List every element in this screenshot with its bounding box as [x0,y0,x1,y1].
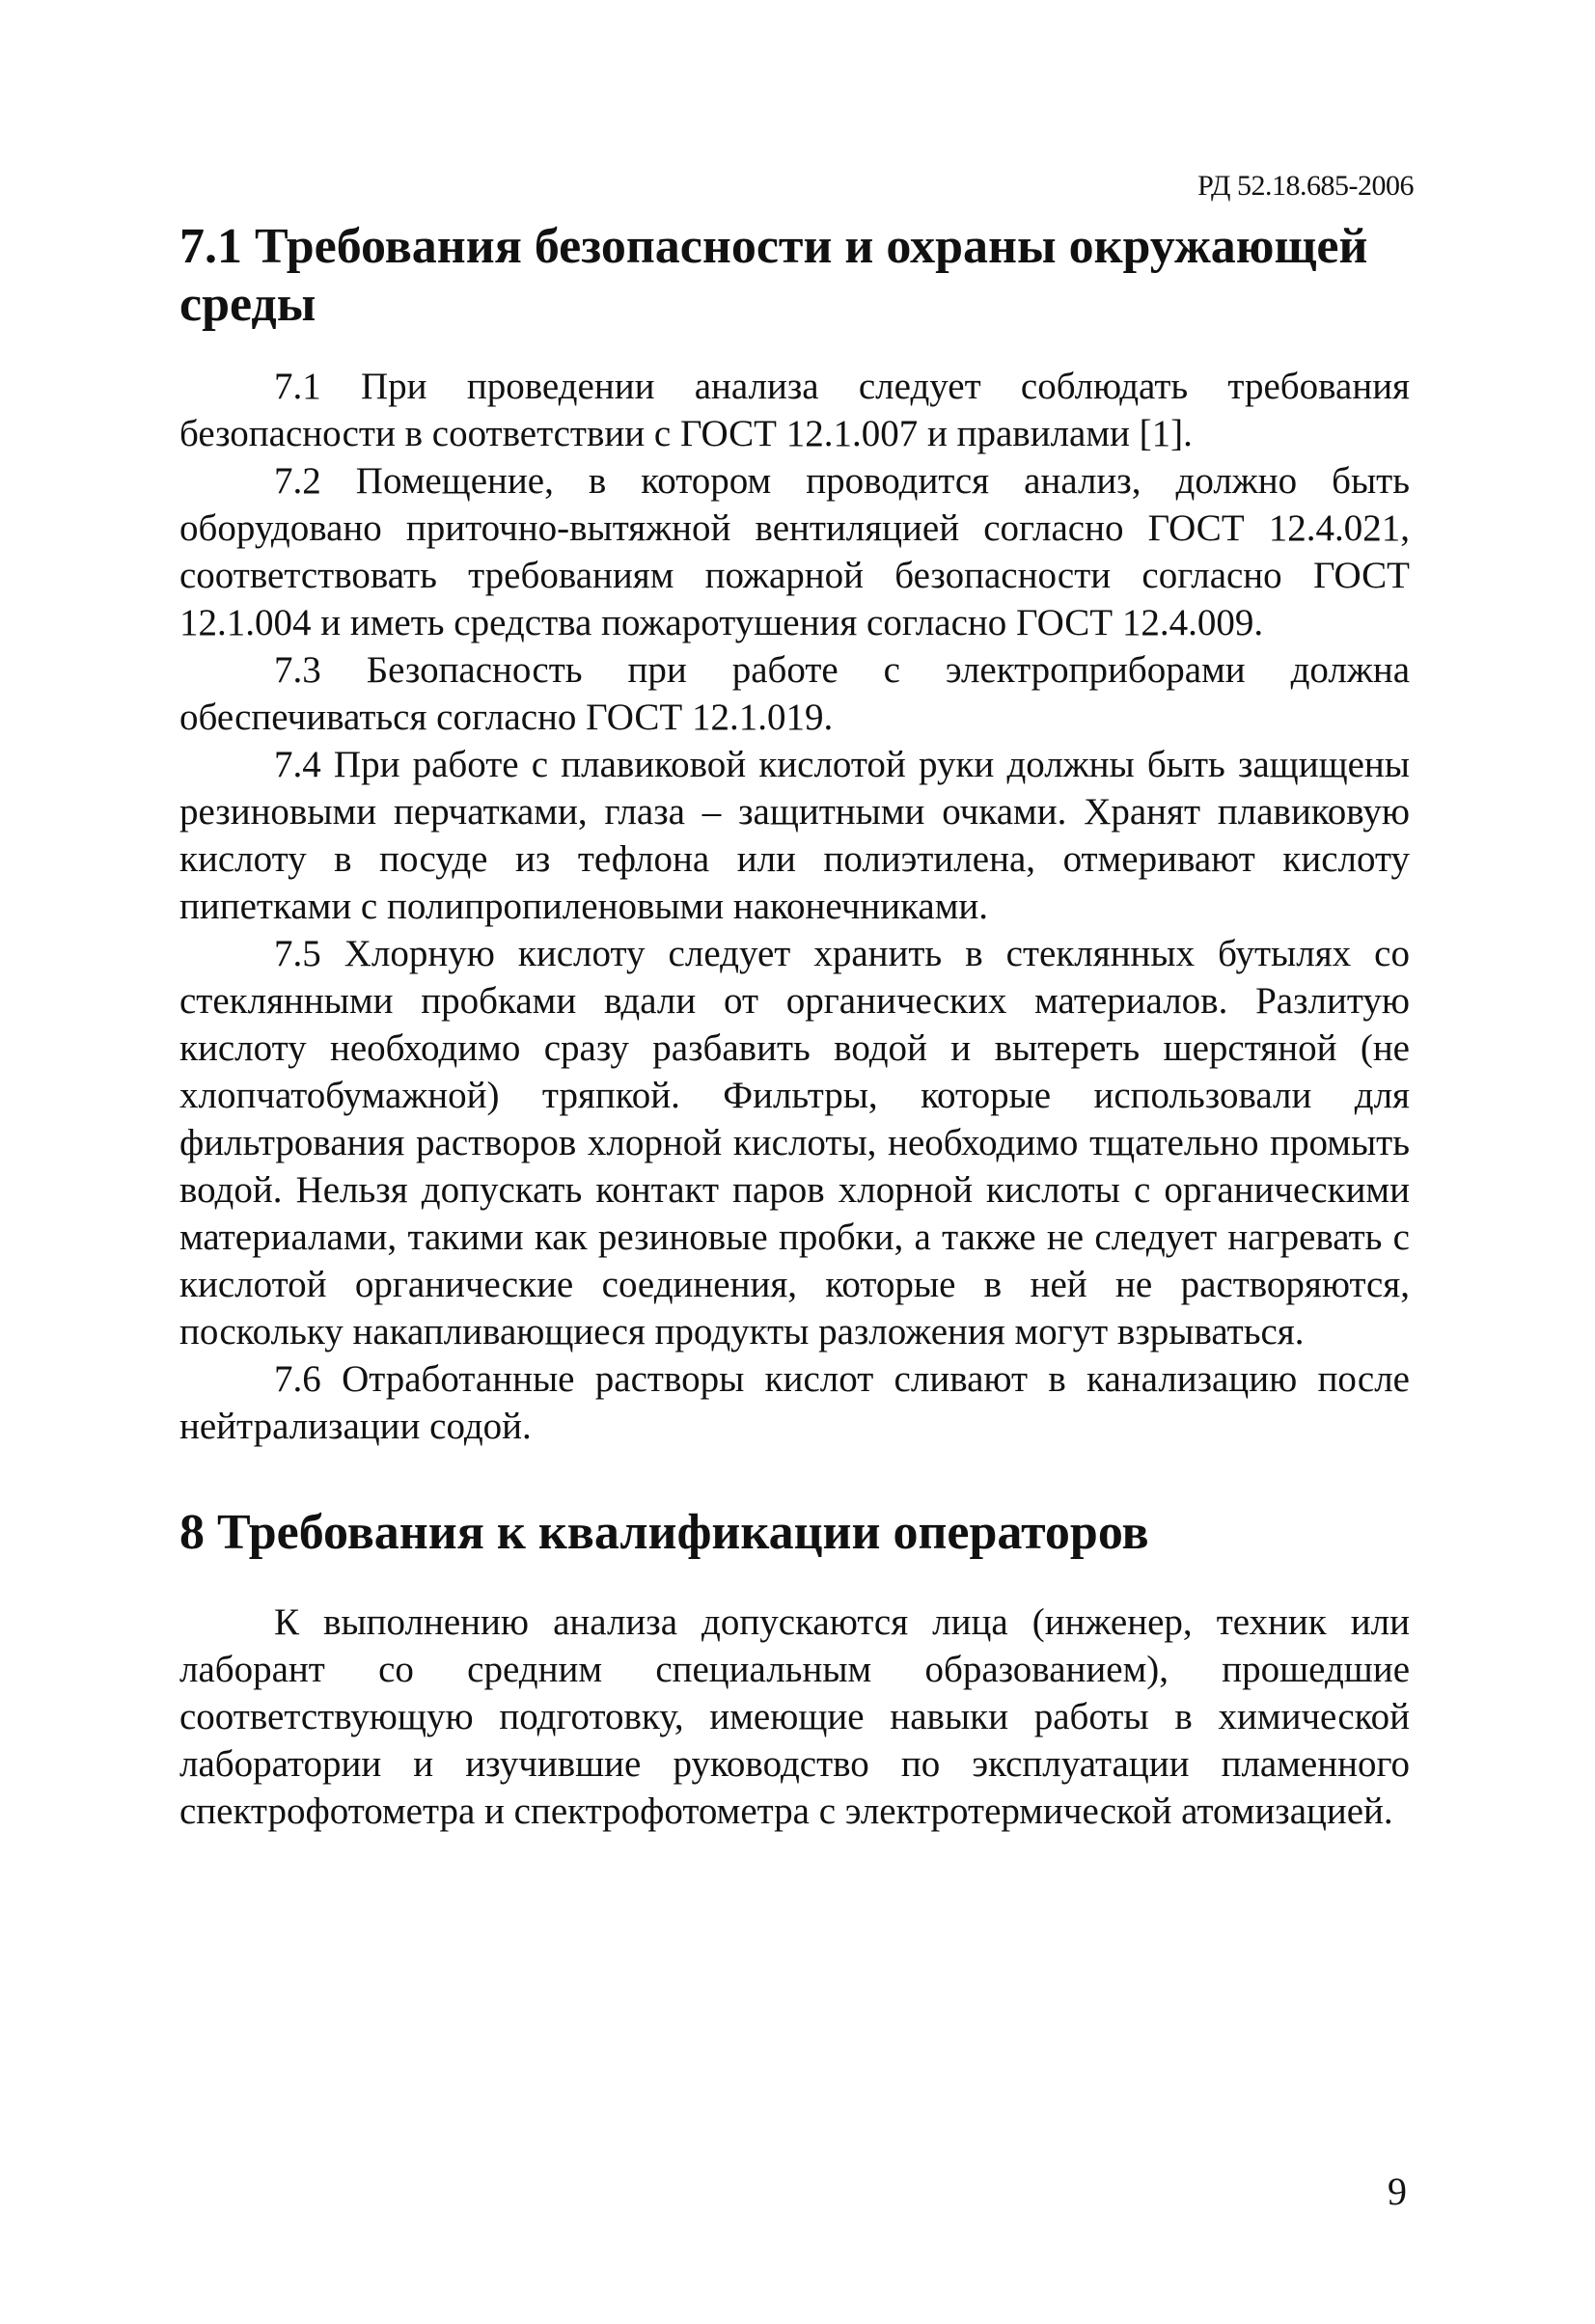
paragraph-7-1: 7.1 При проведении анализа следует соблюдать требования безопасности в соответствии с ГОСТ 12.1.007 и правилами [1]. [179,366,1410,454]
paragraph-8: К выполнению анализа допускаются лица (инженер, техник или лаборант со средним специальным образованием), прошедшие соответствующую подготовку, имеющие навыки работы в химической лаборатории и изучившие руководство по эксплуатации пламенного спектрофотометра и спектрофотометра с электротермической атомизацией. [179,1601,1410,1832]
paragraph-7-5: 7.5 Хлорную кислоту следует хранить в стеклянных бутылях со стеклянными пробками вдали от органических материалов. Разлитую кислоту необходимо сразу разбавить водой и вытереть шерстяной (не хлопчатобумажной) тряпкой. Фильтры, которые использовали для фильтрования растворов хлорной кислоты, необходимо тщательно промыть водой. Нельзя допускать контакт паров хлорной кислоты с органическими материалами, такими как резиновые пробки, а также не следует нагревать с кислотой органические соединения, которые в ней не растворяются, поскольку накапливающиеся продукты разложения могут взрываться. [179,933,1410,1353]
paragraph-7-6: 7.6 Отработанные растворы кислот сливают в канализацию после нейтрализации содой. [179,1358,1410,1447]
document-code: РД 52.18.685-2006 [1197,170,1414,202]
section-7-1-heading: 7.1 Требования безопасности и охраны окружающей среды [179,219,1368,332]
paragraph-7-3: 7.3 Безопасность при работе с электроприборами должна обеспечиваться согласно ГОСТ 12.1.019. [179,649,1410,738]
page-content [179,218,1410,1835]
section-7-body [179,363,1410,1450]
section-8-heading: 8 Требования к квалификации операторов [179,1505,1149,1560]
page-number: 9 [1388,2170,1407,2213]
section-8-body [179,1599,1410,1835]
paragraph-7-4: 7.4 При работе с плавиковой кислотой руки должны быть защищены резиновыми перчатками, глаза – защитными очками. Хранят плавиковую кислоту в посуде из тефлона или полиэтилена, отмеривают кислоту пипетками с полипропиленовыми наконечниками. [179,744,1410,927]
paragraph-7-2: 7.2 Помещение, в котором проводится анализ, должно быть оборудовано приточно-вытяжной вентиляцией согласно ГОСТ 12.4.021, соответствовать требованиям пожарной безопасности согласно ГОСТ 12.1.004 и иметь средства пожаротушения согласно ГОСТ 12.4.009. [179,460,1410,643]
